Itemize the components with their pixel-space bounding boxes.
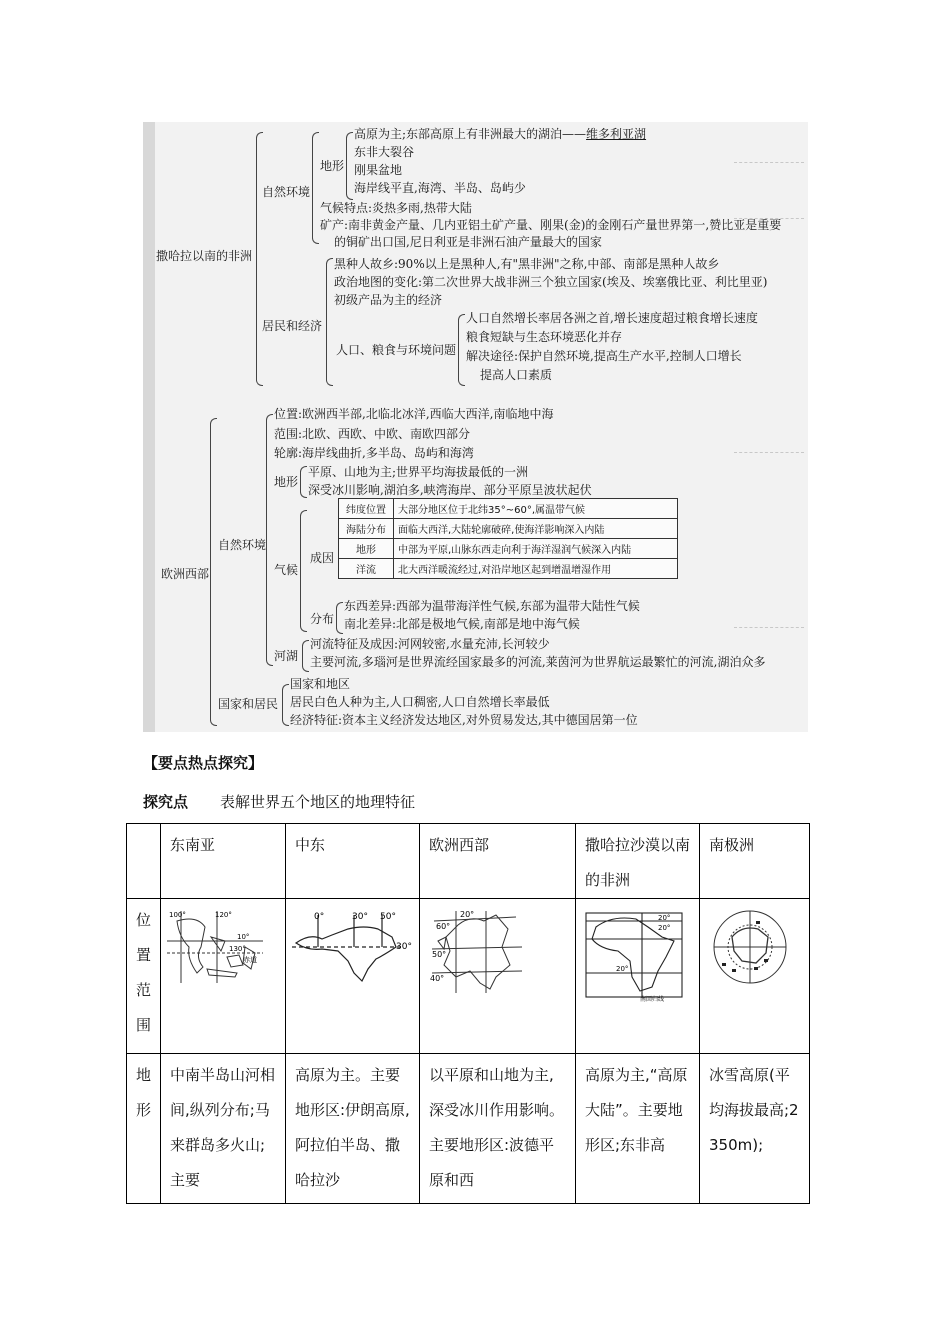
terrain-cell: 高原为主。主要地形区:伊朗高原,阿拉伯半岛、撒哈拉沙: [286, 1054, 420, 1204]
map-label: 50°: [380, 912, 396, 922]
map-middle-east: [286, 899, 420, 1054]
leaf: 位置:欧洲西半部,北临北冰洋,西临大西洋,南临地中海: [274, 407, 554, 421]
map-label: 100°: [169, 911, 186, 919]
leaf: 矿产:南非黄金产量、几内亚铝土矿产量、刚果(金)的金刚石产量世界第一,赞比亚是重要: [320, 218, 782, 232]
header-cell: 东南亚: [161, 824, 286, 899]
node-country: 国家和居民: [218, 697, 279, 711]
row-label: 地形: [127, 1054, 161, 1204]
leaf: 东西差异:西部为温带海洋性气候,东部为温带大陆性气候: [344, 599, 640, 613]
cell: 海陆分布: [339, 519, 394, 539]
map-label: 40°: [430, 974, 445, 983]
node-residents: 居民和经济: [262, 319, 323, 333]
map-label: 10°: [237, 933, 250, 941]
mindmap-root-africa: 撒哈拉以南的非洲: [156, 249, 253, 263]
map-label: 30°: [396, 942, 412, 952]
leaf: 南北差异:北部是极地气候,南部是地中海气候: [344, 617, 580, 631]
cell: 地形: [339, 539, 394, 559]
node-cause: 成因: [310, 551, 335, 565]
header-cell: [127, 824, 161, 899]
cell: 纬度位置: [339, 499, 394, 519]
sub-heading: [143, 791, 415, 812]
map-label: 20°: [658, 924, 671, 932]
leaf: 河流特征及成因:河网较密,水量充沛,长河较少: [310, 637, 550, 651]
map-label: 赤道: [243, 956, 257, 964]
node-natural2: 自然环境: [218, 538, 267, 552]
map-label: 130°: [229, 945, 246, 953]
bracket: [300, 510, 307, 632]
cell: 洋流: [339, 559, 394, 579]
header-cell: 中东: [286, 824, 420, 899]
bracket: [302, 640, 309, 672]
terrain-cell: 高原为主,“高原大陆”。主要地形区;东非高: [576, 1054, 700, 1204]
sub-heading-text: 表解世界五个地区的地理特征: [220, 793, 416, 811]
leaf: 范围:北欧、西欧、中欧、南欧四部分: [274, 427, 471, 441]
map-label: 30°: [352, 912, 368, 922]
terrain-cell: 中南半岛山河相间,纵列分布;马来群岛多火山;主要: [161, 1054, 286, 1204]
leaf: 的铜矿出口国,尼日利亚是非洲石油产量最大的国家: [334, 235, 602, 249]
bracket: [282, 684, 289, 726]
terrain-cell: 以平原和山地为主,深受冰川作用影响。主要地形区:波德平原和西: [420, 1054, 576, 1204]
leaf: 人口自然增长率居各洲之首,增长速度超过粮食增长速度: [466, 311, 758, 325]
cell: 中部为平原,山脉东西走向利于海洋湿润气候深入内陆: [394, 539, 678, 559]
sub-heading-label: 探究点: [143, 793, 189, 811]
leaf: 提高人口素质: [480, 368, 553, 382]
map-label: 60°: [436, 922, 451, 931]
map-label: 0°: [314, 912, 325, 922]
row-label: 位置范围: [127, 899, 161, 1054]
bracket: [256, 132, 263, 386]
climate-cause-table: [338, 498, 678, 579]
bracket: [312, 132, 319, 244]
map-antarctica: [700, 899, 810, 1054]
map-label: 南回归线: [640, 996, 665, 1003]
section-heading: 【要点热点探究】: [143, 754, 264, 772]
leaf: 气候特点:炎热多雨,热带大陆: [320, 201, 472, 215]
leaf: 黑种人故乡:90%以上是黑种人,有"黑非洲"之称,中部、南部是黑种人故乡: [334, 257, 720, 271]
node-natural: 自然环境: [262, 185, 311, 199]
node-problems: 人口、粮食与环境问题: [336, 343, 457, 357]
map-label: 20°: [658, 914, 671, 922]
bracket: [346, 132, 353, 200]
cell: 北大西洋暖流经过,对沿岸地区起到增温增湿作用: [394, 559, 678, 579]
map-western-europe: [420, 899, 576, 1054]
southeast-asia-map-icon: [167, 907, 267, 987]
cell: 面临大西洋,大陆轮廓破碎,使海洋影响深入内陆: [394, 519, 678, 539]
node-rivers: 河湖: [274, 649, 299, 663]
leaf: 粮食短缺与生态环境恶化并存: [466, 330, 623, 344]
leaf: 刚果盆地: [354, 163, 403, 177]
node-distribution: 分布: [310, 612, 335, 626]
map-southeast-asia: [161, 899, 286, 1054]
leaf: 东非大裂谷: [354, 145, 415, 159]
leaf: 轮廓:海岸线曲折,多半岛、岛屿和海湾: [274, 446, 474, 460]
header-cell: 南极洲: [700, 824, 810, 899]
leaf: 政治地图的变化:第二次世界大战非洲三个独立国家(埃及、埃塞俄比亚、利比里亚): [334, 275, 768, 289]
middle-east-map-icon: [292, 907, 410, 987]
leaf: 解决途径:保护自然环境,提高生产水平,控制人口增长: [466, 349, 742, 363]
leaf: 主要河流,多瑙河是世界流经国家最多的河流,莱茵河为世界航运最繁忙的河流,湖泊众多: [310, 655, 766, 669]
bracket: [458, 314, 465, 386]
header-cell: 撒哈拉沙漠以南的非洲: [576, 824, 700, 899]
africa-map-icon: [582, 907, 690, 1003]
antarctica-map-icon: [706, 907, 798, 987]
western-europe-map-icon: [426, 907, 536, 995]
leaf: 初级产品为主的经济: [334, 293, 443, 307]
leaf: 平原、山地为主;世界平均海拔最低的一洲: [308, 465, 529, 479]
map-sub-saharan-africa: [576, 899, 700, 1054]
header-cell: 欧洲西部: [420, 824, 576, 899]
map-label: 20°: [616, 965, 629, 973]
leaf: 高原为主;东部高原上有非洲最大的湖泊——维多利亚湖: [354, 127, 647, 141]
bracket: [336, 602, 343, 634]
mindmap-root-europe: 欧洲西部: [161, 567, 210, 581]
leaf: 深受冰川影响,湖泊多,峡湾海岸、部分平原呈波状起伏: [308, 483, 592, 497]
map-label: 20°: [460, 910, 475, 919]
bracket: [300, 466, 307, 498]
map-label: 50°: [432, 950, 447, 959]
cell: 大部分地区位于北纬35°~60°,属温带气候: [394, 499, 678, 519]
node-landform: 地形: [320, 159, 345, 173]
bracket: [210, 418, 217, 726]
leaf: 国家和地区: [290, 677, 351, 691]
terrain-cell: 冰雪高原(平均海拔最高;2350m);: [700, 1054, 810, 1204]
leaf: 经济特征:资本主义经济发达地区,对外贸易发达,其中德国居第一位: [290, 713, 638, 727]
bracket: [266, 414, 273, 666]
bracket: [326, 258, 333, 386]
node-climate2: 气候: [274, 563, 299, 577]
leaf: 海岸线平直,海湾、半岛、岛屿少: [354, 181, 526, 195]
leaf: 居民白色人种为主,人口稠密,人口自然增长率最低: [290, 695, 550, 709]
map-label: 120°: [215, 911, 232, 919]
node-landform2: 地形: [274, 475, 299, 489]
regions-table: [126, 823, 810, 1204]
